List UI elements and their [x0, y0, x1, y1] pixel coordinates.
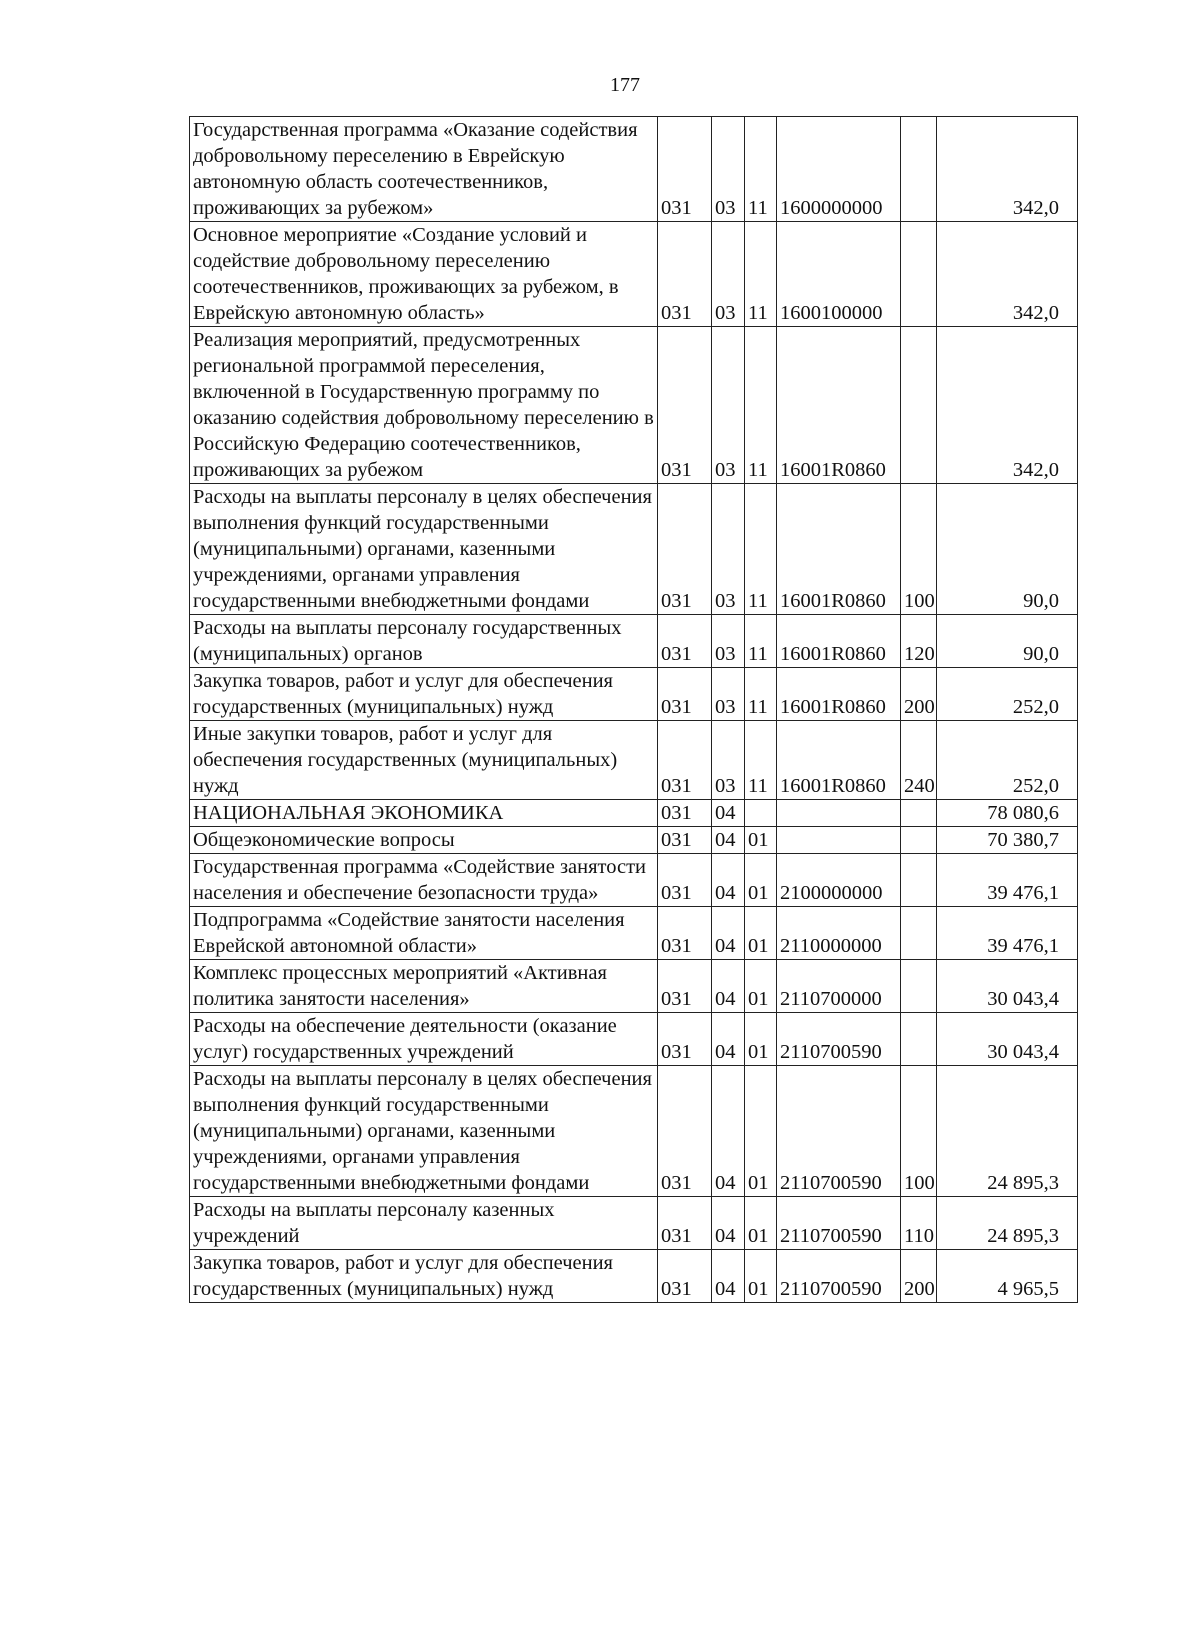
item-name-cell: Иные закупки товаров, работ и услуг для обеспечения государственных (муниципальных) нужд [190, 721, 658, 800]
target-article-code-cell: 2110000000 [777, 907, 901, 960]
admin-code-cell: 031 [658, 668, 712, 721]
target-article-code-cell: 16001R0860 [777, 484, 901, 615]
item-name-cell: Реализация мероприятий, предусмотренных региональной программой переселения, включенной в Государственную программу по оказанию содействия добровольному переселению в Российскую Федерацию соотечественников, проживающих за рубежом [190, 327, 658, 484]
item-name-cell: Расходы на выплаты персоналу в целях обеспечения выполнения функций государственными (муниципальными) органами, казенными учреждениями, органами управления государственными внебюджетными фондами [190, 484, 658, 615]
subsection-code-cell: 01 [745, 1066, 777, 1197]
table-row [190, 800, 1078, 827]
admin-code-cell: 031 [658, 721, 712, 800]
amount-cell: 252,0 [937, 668, 1078, 721]
amount-cell: 90,0 [937, 484, 1078, 615]
expense-type-code-cell: 100 [901, 484, 937, 615]
admin-code-cell: 031 [658, 1066, 712, 1197]
subsection-code-cell: 01 [745, 1013, 777, 1066]
item-name-cell: НАЦИОНАЛЬНАЯ ЭКОНОМИКА [190, 800, 658, 827]
table-row [190, 721, 1078, 800]
amount-cell: 24 895,3 [937, 1197, 1078, 1250]
subsection-code-cell: 11 [745, 615, 777, 668]
item-name-cell: Расходы на выплаты персоналу в целях обеспечения выполнения функций государственными (муниципальными) органами, казенными учреждениями, органами управления государственными внебюджетными фондами [190, 1066, 658, 1197]
section-code-cell: 03 [712, 327, 745, 484]
section-code-cell: 03 [712, 615, 745, 668]
section-code-cell: 04 [712, 1013, 745, 1066]
target-article-code-cell: 2110700590 [777, 1066, 901, 1197]
amount-cell: 78 080,6 [937, 800, 1078, 827]
item-name-cell: Общеэкономические вопросы [190, 827, 658, 854]
target-article-code-cell: 1600100000 [777, 222, 901, 327]
section-code-cell: 03 [712, 222, 745, 327]
table-row [190, 327, 1078, 484]
admin-code-cell: 031 [658, 960, 712, 1013]
target-article-code-cell: 2110700000 [777, 960, 901, 1013]
table-row [190, 907, 1078, 960]
amount-cell: 39 476,1 [937, 854, 1078, 907]
item-name-cell: Государственная программа «Оказание содействия добровольному переселению в Еврейскую автономную область соотечественников, проживающих за рубежом» [190, 117, 658, 222]
expense-type-code-cell [901, 854, 937, 907]
table-row [190, 827, 1078, 854]
target-article-code-cell: 2100000000 [777, 854, 901, 907]
target-article-code-cell: 16001R0860 [777, 721, 901, 800]
amount-cell: 24 895,3 [937, 1066, 1078, 1197]
subsection-code-cell: 01 [745, 827, 777, 854]
subsection-code-cell: 11 [745, 222, 777, 327]
expense-type-code-cell [901, 827, 937, 854]
subsection-code-cell: 11 [745, 668, 777, 721]
subsection-code-cell: 11 [745, 721, 777, 800]
expense-type-code-cell [901, 1013, 937, 1066]
amount-cell: 342,0 [937, 222, 1078, 327]
budget-table-body [190, 117, 1078, 1303]
item-name-cell: Закупка товаров, работ и услуг для обеспечения государственных (муниципальных) нужд [190, 668, 658, 721]
amount-cell: 30 043,4 [937, 1013, 1078, 1066]
admin-code-cell: 031 [658, 1013, 712, 1066]
subsection-code-cell [745, 800, 777, 827]
amount-cell: 90,0 [937, 615, 1078, 668]
section-code-cell: 03 [712, 721, 745, 800]
amount-cell: 342,0 [937, 117, 1078, 222]
amount-cell: 30 043,4 [937, 960, 1078, 1013]
target-article-code-cell: 16001R0860 [777, 668, 901, 721]
section-code-cell: 04 [712, 1250, 745, 1303]
item-name-cell: Расходы на выплаты персоналу государственных (муниципальных) органов [190, 615, 658, 668]
admin-code-cell: 031 [658, 327, 712, 484]
admin-code-cell: 031 [658, 615, 712, 668]
table-row [190, 668, 1078, 721]
admin-code-cell: 031 [658, 1197, 712, 1250]
item-name-cell: Подпрограмма «Содействие занятости населения Еврейской автономной области» [190, 907, 658, 960]
item-name-cell: Государственная программа «Содействие занятости населения и обеспечение безопасности труда» [190, 854, 658, 907]
section-code-cell: 04 [712, 907, 745, 960]
item-name-cell: Расходы на обеспечение деятельности (оказание услуг) государственных учреждений [190, 1013, 658, 1066]
table-row [190, 1066, 1078, 1197]
expense-type-code-cell [901, 907, 937, 960]
section-code-cell: 03 [712, 668, 745, 721]
item-name-cell: Комплекс процессных мероприятий «Активная политика занятости населения» [190, 960, 658, 1013]
expense-type-code-cell [901, 800, 937, 827]
target-article-code-cell [777, 800, 901, 827]
section-code-cell: 03 [712, 484, 745, 615]
expense-type-code-cell: 120 [901, 615, 937, 668]
amount-cell: 70 380,7 [937, 827, 1078, 854]
expense-type-code-cell [901, 222, 937, 327]
amount-cell: 342,0 [937, 327, 1078, 484]
section-code-cell: 04 [712, 1197, 745, 1250]
target-article-code-cell: 2110700590 [777, 1013, 901, 1066]
target-article-code-cell: 16001R0860 [777, 327, 901, 484]
section-code-cell: 04 [712, 854, 745, 907]
amount-cell: 39 476,1 [937, 907, 1078, 960]
expense-type-code-cell [901, 117, 937, 222]
admin-code-cell: 031 [658, 484, 712, 615]
admin-code-cell: 031 [658, 800, 712, 827]
subsection-code-cell: 01 [745, 960, 777, 1013]
table-row [190, 117, 1078, 222]
table-row [190, 1197, 1078, 1250]
subsection-code-cell: 01 [745, 907, 777, 960]
expense-type-code-cell: 240 [901, 721, 937, 800]
expense-type-code-cell: 200 [901, 1250, 937, 1303]
expense-type-code-cell: 110 [901, 1197, 937, 1250]
budget-table [189, 116, 1078, 1303]
admin-code-cell: 031 [658, 1250, 712, 1303]
item-name-cell: Закупка товаров, работ и услуг для обеспечения государственных (муниципальных) нужд [190, 1250, 658, 1303]
table-row [190, 222, 1078, 327]
table-row [190, 615, 1078, 668]
section-code-cell: 04 [712, 1066, 745, 1197]
item-name-cell: Основное мероприятие «Создание условий и содействие добровольному переселению соотечественников, проживающих за рубежом, в Еврейскую автономную область» [190, 222, 658, 327]
amount-cell: 4 965,5 [937, 1250, 1078, 1303]
table-row [190, 1250, 1078, 1303]
section-code-cell: 04 [712, 800, 745, 827]
subsection-code-cell: 01 [745, 1250, 777, 1303]
admin-code-cell: 031 [658, 222, 712, 327]
subsection-code-cell: 01 [745, 1197, 777, 1250]
subsection-code-cell: 11 [745, 484, 777, 615]
target-article-code-cell: 2110700590 [777, 1197, 901, 1250]
expense-type-code-cell: 200 [901, 668, 937, 721]
page-number: 177 [610, 74, 640, 96]
section-code-cell: 04 [712, 960, 745, 1013]
admin-code-cell: 031 [658, 907, 712, 960]
admin-code-cell: 031 [658, 827, 712, 854]
section-code-cell: 04 [712, 827, 745, 854]
subsection-code-cell: 01 [745, 854, 777, 907]
target-article-code-cell: 2110700590 [777, 1250, 901, 1303]
item-name-cell: Расходы на выплаты персоналу казенных учреждений [190, 1197, 658, 1250]
table-row [190, 960, 1078, 1013]
table-row [190, 854, 1078, 907]
target-article-code-cell: 16001R0860 [777, 615, 901, 668]
amount-cell: 252,0 [937, 721, 1078, 800]
target-article-code-cell: 1600000000 [777, 117, 901, 222]
section-code-cell: 03 [712, 117, 745, 222]
table-row [190, 484, 1078, 615]
expense-type-code-cell [901, 327, 937, 484]
subsection-code-cell: 11 [745, 117, 777, 222]
expense-type-code-cell: 100 [901, 1066, 937, 1197]
expense-type-code-cell [901, 960, 937, 1013]
target-article-code-cell [777, 827, 901, 854]
admin-code-cell: 031 [658, 117, 712, 222]
admin-code-cell: 031 [658, 854, 712, 907]
table-row [190, 1013, 1078, 1066]
subsection-code-cell: 11 [745, 327, 777, 484]
